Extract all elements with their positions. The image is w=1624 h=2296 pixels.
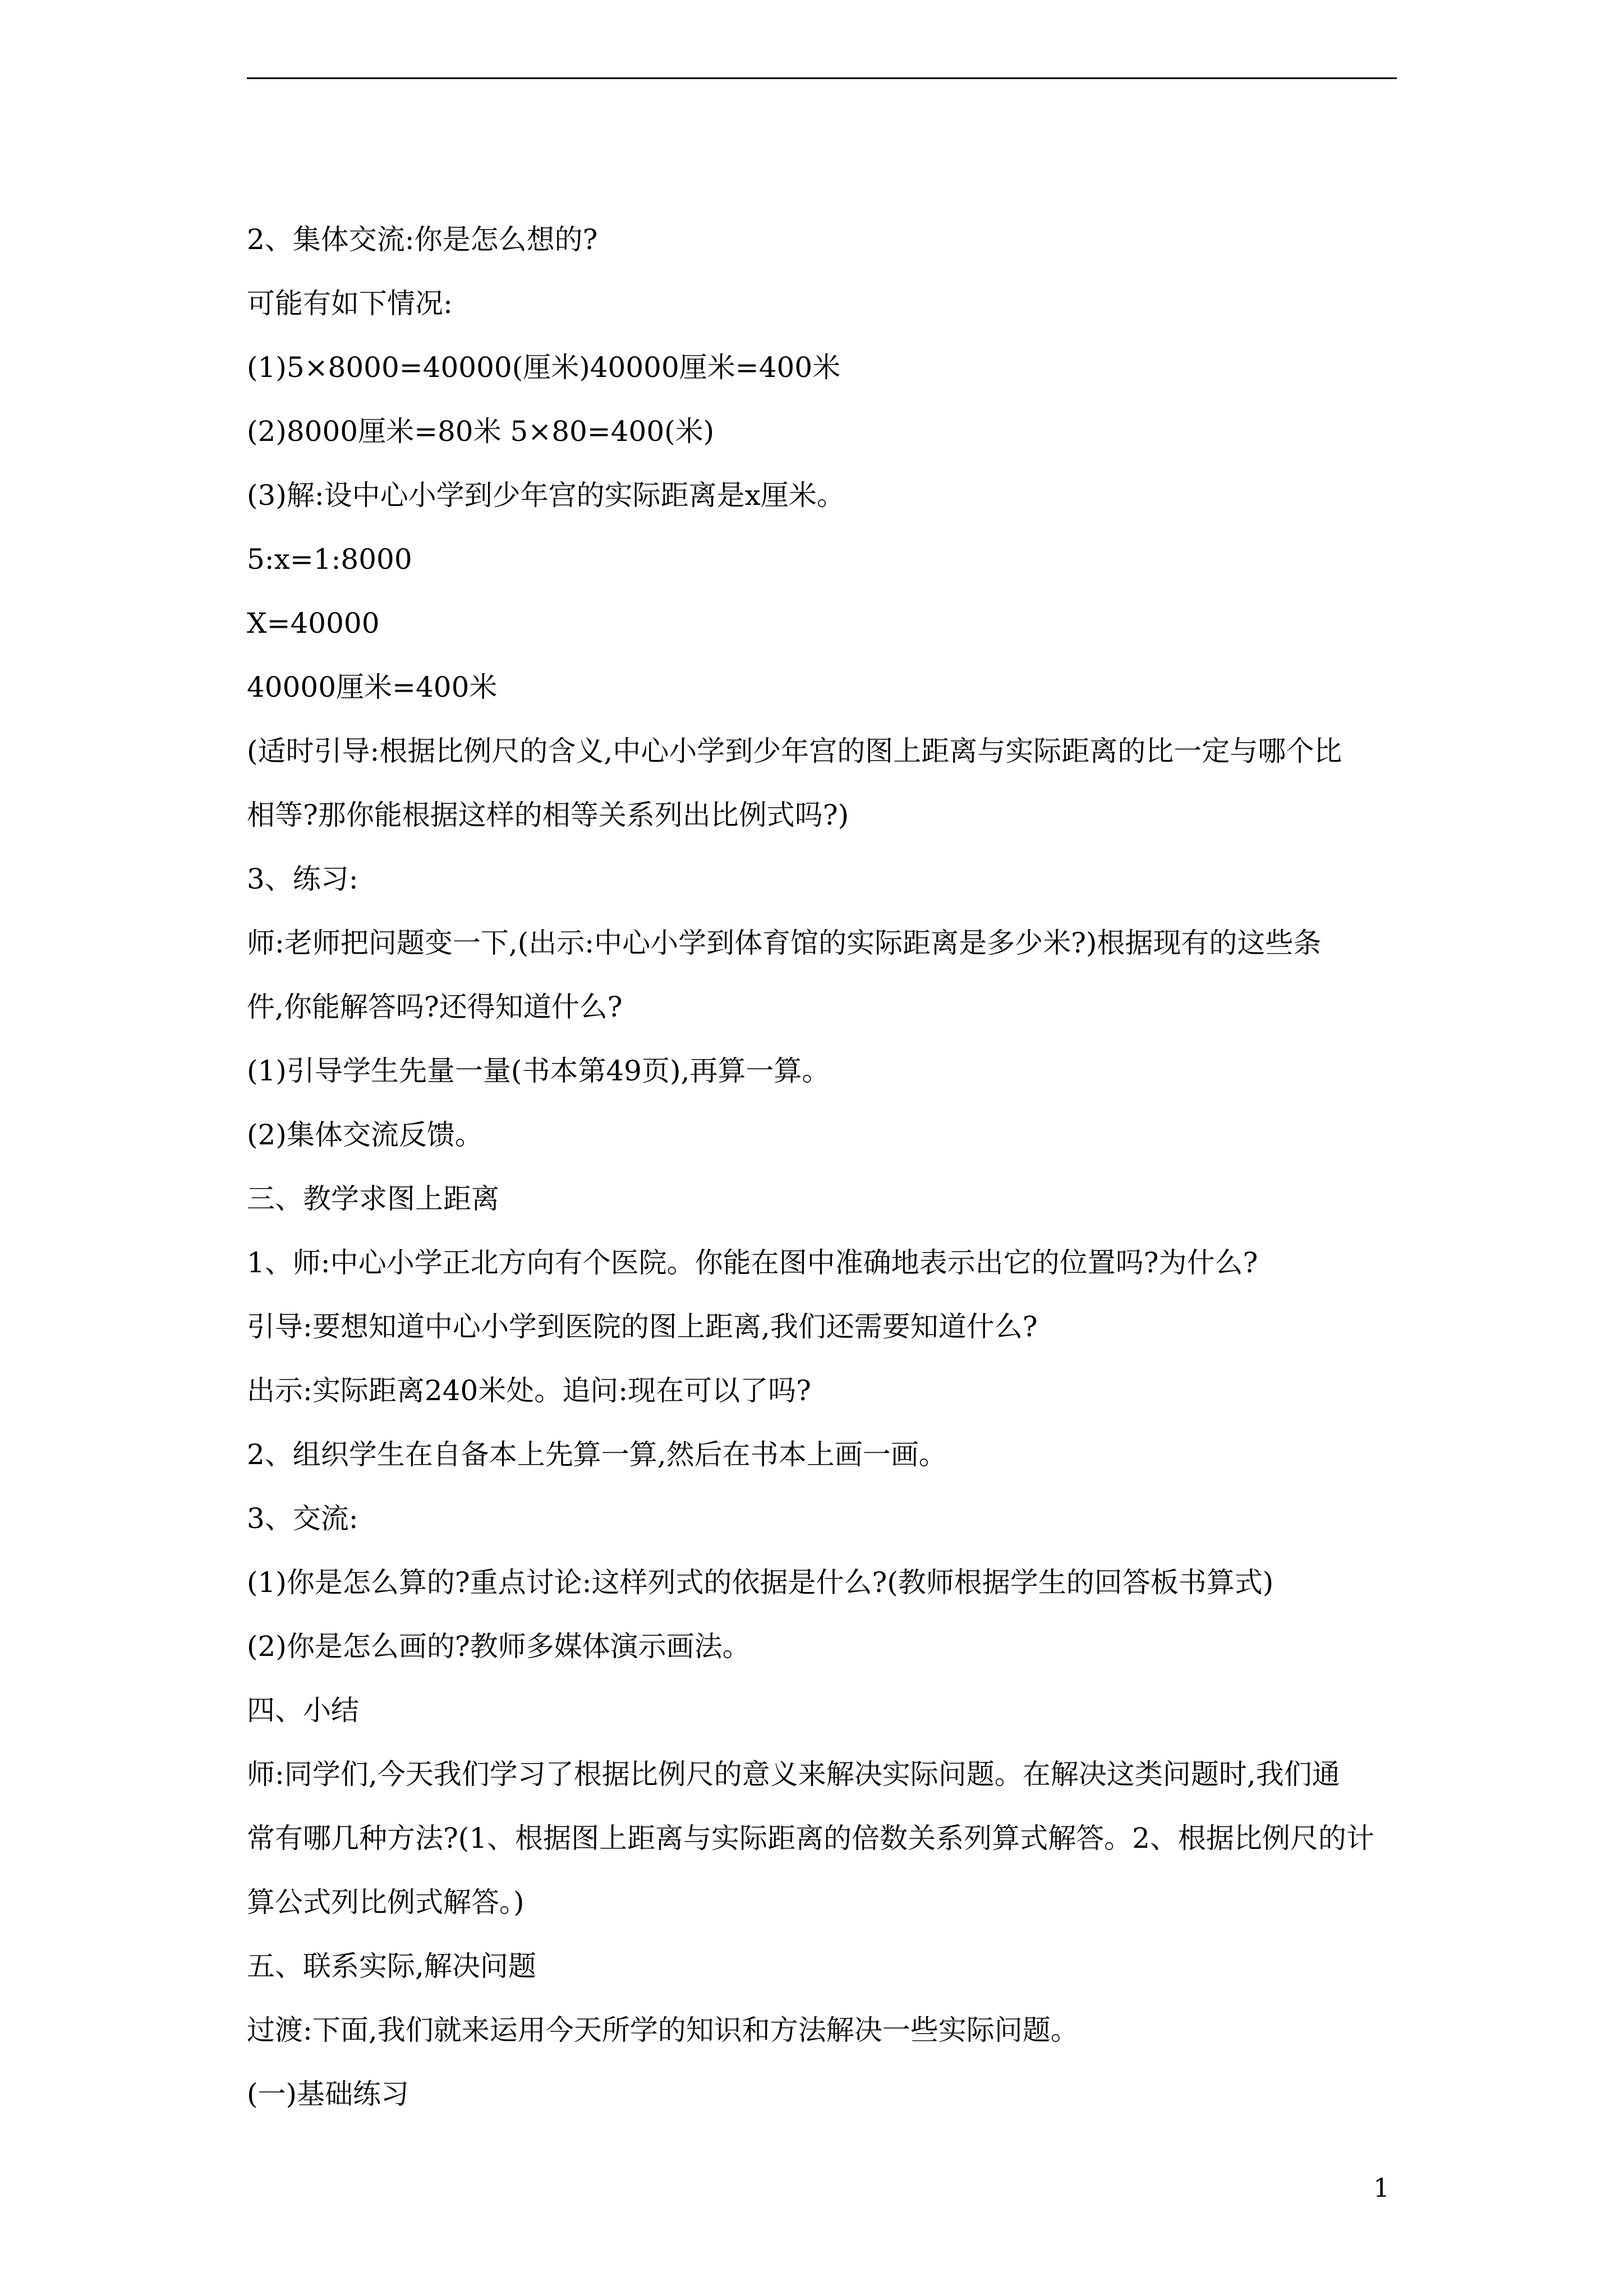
section-heading: 四、小结 xyxy=(247,1694,359,1727)
text-line: 5:x=1:8000 xyxy=(247,543,412,576)
text-line: (2)8000厘米=80米 5×80=400(米) xyxy=(247,415,715,448)
text-line: (1)5×8000=40000(厘米)40000厘米=400米 xyxy=(247,351,841,384)
document-body xyxy=(247,208,1397,2126)
text-line: 件,你能解答吗?还得知道什么? xyxy=(247,991,623,1023)
text-line: (适时引导:根据比例尺的含义,中心小学到少年宫的图上距离与实际距离的比一定与哪个比 xyxy=(247,735,1342,767)
text-line: 3、交流: xyxy=(247,1502,358,1535)
text-line: 算公式列比例式解答。) xyxy=(247,1886,525,1918)
text-line: X=40000 xyxy=(247,607,380,639)
text-line: 40000厘米=400米 xyxy=(247,671,498,703)
text-line: (1)你是怎么算的?重点讨论:这样列式的依据是什么?(教师根据学生的回答板书算式) xyxy=(247,1566,1274,1599)
text-line: 引导:要想知道中心小学到医院的图上距离,我们还需要知道什么? xyxy=(247,1310,1038,1343)
text-line: 3、练习: xyxy=(247,863,358,895)
page-number: 1 xyxy=(1373,2173,1390,2203)
text-line: (1)引导学生先量一量(书本第49页),再算一算。 xyxy=(247,1055,830,1087)
text-line: 过渡:下面,我们就来运用今天所学的知识和方法解决一些实际问题。 xyxy=(247,2014,1079,2046)
text-line: (2)集体交流反馈。 xyxy=(247,1119,483,1151)
text-line: (2)你是怎么画的?教师多媒体演示画法。 xyxy=(247,1630,751,1663)
header-rule xyxy=(247,77,1397,79)
text-line: (一)基础练习 xyxy=(247,2078,410,2110)
text-line: 可能有如下情况: xyxy=(247,287,453,320)
text-line: 2、集体交流:你是怎么想的? xyxy=(247,223,598,256)
text-line: (3)解:设中心小学到少年宫的实际距离是x厘米。 xyxy=(247,479,845,512)
text-line: 出示:实际距离240米处。追问:现在可以了吗? xyxy=(247,1374,811,1407)
section-heading: 三、教学求图上距离 xyxy=(247,1182,499,1215)
text-line: 师:同学们,今天我们学习了根据比例尺的意义来解决实际问题。在解决这类问题时,我们通 xyxy=(247,1758,1340,1791)
text-line: 师:老师把问题变一下,(出示:中心小学到体育馆的实际距离是多少米?)根据现有的这些条 xyxy=(247,927,1322,959)
text-line: 1、师:中心小学正北方向有个医院。你能在图中准确地表示出它的位置吗?为什么? xyxy=(247,1246,1258,1279)
text-line: 2、组织学生在自备本上先算一算,然后在书本上画一画。 xyxy=(247,1438,947,1471)
section-heading: 五、联系实际,解决问题 xyxy=(247,1950,536,1982)
text-line: 常有哪几种方法?(1、根据图上距离与实际距离的倍数关系列算式解答。2、根据比例尺的计 xyxy=(247,1822,1374,1855)
text-line: 相等?那你能根据这样的相等关系列出比例式吗?) xyxy=(247,799,849,831)
